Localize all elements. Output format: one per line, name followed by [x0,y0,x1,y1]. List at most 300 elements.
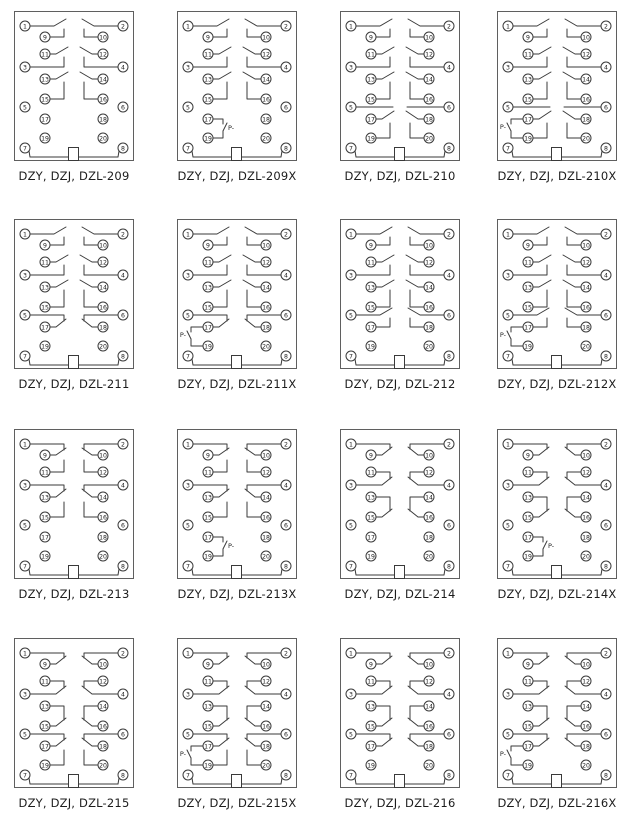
p-contact-label: P- [179,750,186,758]
terminal-number: 11 [41,51,49,59]
terminal-number: 14 [425,703,433,711]
relay-case-outline [341,639,460,788]
terminal-number: 16 [99,514,107,522]
p-contact-label: P- [179,331,186,339]
terminal-number: 8 [604,772,608,780]
terminal-number: 1 [23,441,27,449]
terminal-number: 16 [262,96,270,104]
terminal-diagram [14,11,134,161]
terminal-number: 4 [121,272,125,280]
terminal-number: 14 [262,703,270,711]
terminal-number: 10 [99,242,107,250]
terminal-number: 16 [99,96,107,104]
terminal-diagram [14,219,134,369]
terminal-number: 15 [367,723,375,731]
terminal-number: 10 [582,452,590,460]
terminal-number: 18 [262,534,270,542]
terminal-number: 9 [206,242,210,250]
panel-model-label: DZY, DZJ, DZL-209X [177,169,297,183]
terminal-number: 9 [206,34,210,42]
terminal-number: 17 [524,534,532,542]
terminal-number: 17 [524,324,532,332]
terminal-number: 12 [99,51,107,59]
terminal-number: 6 [121,522,125,530]
terminal-number: 17 [204,116,212,124]
terminal-number: 3 [186,64,190,72]
relay-panel [340,429,460,601]
terminal-number: 9 [526,661,530,669]
terminal-number: 4 [447,64,451,72]
terminal-number: 4 [447,482,451,490]
terminal-number: 14 [99,76,107,84]
terminal-number: 6 [447,312,451,320]
terminal-number: 20 [99,343,107,351]
terminal-number: 10 [425,661,433,669]
terminal-number: 17 [204,534,212,542]
panel-model-label: DZY, DZJ, DZL-210 [344,169,456,183]
terminal-number: 5 [349,104,353,112]
terminal-number: 15 [41,304,49,312]
terminal-diagram [177,638,297,788]
terminal-number: 15 [524,514,532,522]
terminal-number: 2 [447,650,451,658]
terminal-number: 14 [425,284,433,292]
terminal-number: 9 [43,242,47,250]
panel-model-label: DZY, DZJ, DZL-213X [177,587,297,601]
p-contact-label: P- [228,542,235,550]
terminal-number: 5 [186,731,190,739]
terminal-number: 2 [284,650,288,658]
terminal-number: 1 [23,650,27,658]
terminal-number: 8 [284,772,288,780]
terminal-number: 5 [23,522,27,530]
terminal-number: 18 [99,743,107,751]
terminal-number: 8 [447,772,451,780]
terminal-number: 12 [99,678,107,686]
terminal-number: 20 [262,553,270,561]
terminal-number: 2 [121,231,125,239]
terminal-number: 2 [604,23,608,31]
terminal-number: 12 [262,259,270,267]
terminal-number: 12 [582,469,590,477]
panel-model-label: DZY, DZJ, DZL-209 [18,169,130,183]
terminal-number: 1 [506,441,510,449]
terminal-number: 16 [262,304,270,312]
terminal-number: 18 [582,116,590,124]
terminal-number: 19 [524,553,532,561]
terminal-number: 9 [43,452,47,460]
terminal-number: 8 [284,145,288,153]
terminal-number: 20 [262,762,270,770]
case-notch [232,775,242,788]
terminal-number: 9 [43,661,47,669]
terminal-number: 5 [23,731,27,739]
relay-panel [14,11,134,183]
terminal-number: 6 [604,731,608,739]
terminal-number: 15 [204,514,212,522]
terminal-number: 18 [582,743,590,751]
terminal-number: 2 [121,650,125,658]
terminal-number: 11 [41,678,49,686]
relay-case-outline [15,220,134,369]
terminal-number: 7 [506,772,510,780]
terminal-number: 7 [186,353,190,361]
terminal-number: 1 [349,23,353,31]
terminal-number: 5 [506,731,510,739]
panel-model-label: DZY, DZJ, DZL-216X [497,796,617,810]
terminal-number: 6 [284,522,288,530]
terminal-number: 4 [604,272,608,280]
terminal-number: 9 [369,242,373,250]
terminal-number: 6 [121,731,125,739]
terminal-number: 14 [262,494,270,502]
terminal-number: 11 [524,51,532,59]
terminal-number: 14 [99,703,107,711]
terminal-number: 13 [204,703,212,711]
terminal-number: 1 [23,231,27,239]
terminal-number: 18 [99,116,107,124]
terminal-number: 4 [284,64,288,72]
terminal-number: 19 [41,343,49,351]
terminal-number: 12 [262,469,270,477]
terminal-number: 6 [284,104,288,112]
relay-panel [340,638,460,810]
terminal-number: 9 [206,452,210,460]
terminal-number: 15 [204,304,212,312]
terminal-number: 3 [349,272,353,280]
terminal-number: 13 [524,703,532,711]
p-contact-label: P- [228,124,235,132]
terminal-number: 2 [284,231,288,239]
terminal-number: 14 [425,494,433,502]
terminal-number: 18 [262,116,270,124]
case-notch [395,566,405,579]
terminal-number: 12 [425,678,433,686]
panel-model-label: DZY, DZJ, DZL-216 [344,796,456,810]
terminal-number: 7 [186,563,190,571]
terminal-number: 18 [262,743,270,751]
terminal-number: 19 [204,553,212,561]
relay-panel [177,219,297,391]
case-notch [552,148,562,161]
terminal-number: 6 [447,104,451,112]
terminal-number: 13 [41,284,49,292]
terminal-diagram [340,11,460,161]
terminal-number: 2 [447,231,451,239]
terminal-number: 3 [506,691,510,699]
terminal-number: 6 [121,104,125,112]
terminal-number: 18 [425,116,433,124]
terminal-number: 19 [204,135,212,143]
terminal-number: 8 [447,563,451,571]
terminal-number: 1 [506,231,510,239]
terminal-number: 13 [41,494,49,502]
terminal-number: 9 [43,34,47,42]
terminal-number: 9 [369,661,373,669]
terminal-number: 20 [582,135,590,143]
terminal-number: 11 [367,259,375,267]
terminal-number: 4 [447,272,451,280]
terminal-number: 18 [99,324,107,332]
terminal-number: 15 [204,723,212,731]
terminal-number: 19 [41,762,49,770]
terminal-number: 19 [367,135,375,143]
terminal-number: 4 [604,482,608,490]
terminal-number: 4 [284,272,288,280]
terminal-number: 20 [425,135,433,143]
case-notch [395,775,405,788]
terminal-number: 6 [284,312,288,320]
terminal-number: 8 [604,145,608,153]
terminal-number: 10 [262,34,270,42]
terminal-number: 2 [284,441,288,449]
terminal-number: 17 [524,743,532,751]
terminal-number: 9 [526,242,530,250]
terminal-number: 2 [121,23,125,31]
terminal-number: 12 [99,469,107,477]
terminal-number: 15 [367,96,375,104]
terminal-number: 18 [582,534,590,542]
terminal-number: 3 [349,482,353,490]
terminal-diagram [497,219,617,369]
terminal-number: 13 [367,284,375,292]
terminal-number: 16 [425,96,433,104]
relay-case-outline [341,220,460,369]
terminal-number: 20 [99,553,107,561]
terminal-number: 8 [447,353,451,361]
relay-panel [14,429,134,601]
terminal-number: 14 [262,76,270,84]
case-notch [69,356,79,369]
case-notch [395,148,405,161]
terminal-diagram [177,219,297,369]
relay-panel [14,638,134,810]
terminal-number: 13 [524,76,532,84]
terminal-number: 11 [524,259,532,267]
terminal-number: 3 [186,272,190,280]
terminal-number: 13 [367,76,375,84]
terminal-number: 15 [524,96,532,104]
relay-panel [177,11,297,183]
terminal-number: 4 [447,691,451,699]
terminal-number: 17 [367,324,375,332]
terminal-number: 12 [99,259,107,267]
terminal-diagram [340,429,460,579]
terminal-number: 16 [425,514,433,522]
terminal-number: 6 [604,522,608,530]
terminal-number: 11 [41,259,49,267]
terminal-number: 14 [99,494,107,502]
terminal-number: 17 [367,534,375,542]
terminal-number: 17 [41,116,49,124]
relay-case-outline [341,12,460,161]
terminal-number: 12 [582,51,590,59]
case-notch [69,148,79,161]
terminal-number: 5 [186,522,190,530]
terminal-number: 20 [582,343,590,351]
terminal-number: 4 [121,64,125,72]
relay-case-outline [341,430,460,579]
relay-case-outline [15,12,134,161]
terminal-number: 3 [186,691,190,699]
terminal-number: 13 [524,284,532,292]
terminal-number: 12 [582,678,590,686]
terminal-number: 4 [121,691,125,699]
terminal-number: 9 [369,452,373,460]
terminal-number: 10 [582,34,590,42]
terminal-number: 3 [23,272,27,280]
terminal-number: 2 [447,441,451,449]
case-notch [552,775,562,788]
terminal-number: 15 [524,304,532,312]
terminal-number: 3 [23,691,27,699]
terminal-number: 15 [524,723,532,731]
terminal-number: 7 [506,353,510,361]
terminal-number: 17 [524,116,532,124]
terminal-number: 5 [506,522,510,530]
terminal-number: 10 [425,242,433,250]
terminal-number: 11 [204,259,212,267]
terminal-number: 16 [582,723,590,731]
terminal-number: 16 [99,304,107,312]
terminal-number: 14 [99,284,107,292]
terminal-number: 11 [41,469,49,477]
terminal-number: 13 [204,284,212,292]
terminal-number: 7 [23,145,27,153]
terminal-number: 13 [41,76,49,84]
terminal-number: 8 [121,563,125,571]
terminal-number: 2 [447,23,451,31]
relay-panel [497,638,617,810]
case-notch [232,356,242,369]
terminal-number: 7 [23,563,27,571]
terminal-number: 20 [582,553,590,561]
terminal-diagram [177,11,297,161]
panel-model-label: DZY, DZJ, DZL-212 [344,377,456,391]
terminal-number: 13 [41,703,49,711]
terminal-number: 20 [262,135,270,143]
terminal-number: 6 [447,522,451,530]
terminal-number: 19 [524,762,532,770]
terminal-number: 3 [186,482,190,490]
terminal-number: 1 [186,441,190,449]
terminal-number: 13 [524,494,532,502]
panel-model-label: DZY, DZJ, DZL-213 [18,587,130,601]
relay-case-outline [498,430,617,579]
terminal-number: 10 [262,242,270,250]
case-notch [552,566,562,579]
terminal-number: 6 [284,731,288,739]
terminal-number: 11 [204,469,212,477]
case-notch [232,148,242,161]
terminal-number: 20 [99,135,107,143]
terminal-number: 17 [367,743,375,751]
relay-panel [497,429,617,601]
p-contact-label: P- [548,542,555,550]
terminal-number: 19 [204,343,212,351]
terminal-diagram [497,638,617,788]
terminal-number: 2 [284,23,288,31]
panel-model-label: DZY, DZJ, DZL-210X [497,169,617,183]
terminal-number: 12 [262,51,270,59]
terminal-number: 5 [506,104,510,112]
relay-case-outline [15,639,134,788]
relay-panel [340,11,460,183]
terminal-number: 4 [284,482,288,490]
terminal-number: 10 [99,452,107,460]
relay-case-outline [15,430,134,579]
terminal-number: 7 [186,145,190,153]
terminal-number: 15 [41,723,49,731]
terminal-number: 7 [349,772,353,780]
terminal-number: 1 [506,650,510,658]
terminal-number: 11 [367,469,375,477]
terminal-number: 20 [425,553,433,561]
terminal-number: 18 [582,324,590,332]
panel-model-label: DZY, DZJ, DZL-215X [177,796,297,810]
terminal-number: 7 [23,772,27,780]
terminal-number: 19 [367,553,375,561]
terminal-number: 3 [349,691,353,699]
panel-model-label: DZY, DZJ, DZL-211X [177,377,297,391]
terminal-number: 19 [41,553,49,561]
terminal-number: 18 [425,743,433,751]
relay-panel [177,638,297,810]
terminal-number: 13 [204,494,212,502]
terminal-number: 5 [506,312,510,320]
terminal-number: 12 [425,259,433,267]
terminal-number: 16 [582,514,590,522]
terminal-number: 4 [284,691,288,699]
terminal-number: 14 [582,284,590,292]
terminal-number: 9 [369,34,373,42]
relay-case-outline [178,430,297,579]
terminal-number: 5 [349,312,353,320]
terminal-number: 1 [23,23,27,31]
p-contact-label: P- [499,331,506,339]
terminal-number: 7 [349,145,353,153]
terminal-number: 16 [425,723,433,731]
terminal-number: 16 [99,723,107,731]
terminal-number: 19 [41,135,49,143]
terminal-number: 1 [349,650,353,658]
terminal-number: 15 [367,514,375,522]
terminal-number: 11 [204,51,212,59]
relay-panel [14,219,134,391]
terminal-number: 7 [23,353,27,361]
terminal-number: 20 [99,762,107,770]
terminal-number: 7 [506,145,510,153]
terminal-number: 3 [506,64,510,72]
terminal-number: 8 [604,353,608,361]
terminal-number: 1 [506,23,510,31]
terminal-number: 16 [262,514,270,522]
case-notch [69,775,79,788]
terminal-number: 16 [582,96,590,104]
terminal-number: 11 [204,678,212,686]
terminal-number: 14 [425,76,433,84]
terminal-number: 18 [99,534,107,542]
terminal-number: 4 [604,691,608,699]
terminal-number: 1 [349,231,353,239]
terminal-number: 2 [604,231,608,239]
relay-panel [497,11,617,183]
terminal-number: 18 [262,324,270,332]
terminal-number: 4 [604,64,608,72]
terminal-number: 16 [262,723,270,731]
terminal-number: 20 [582,762,590,770]
terminal-number: 10 [582,242,590,250]
